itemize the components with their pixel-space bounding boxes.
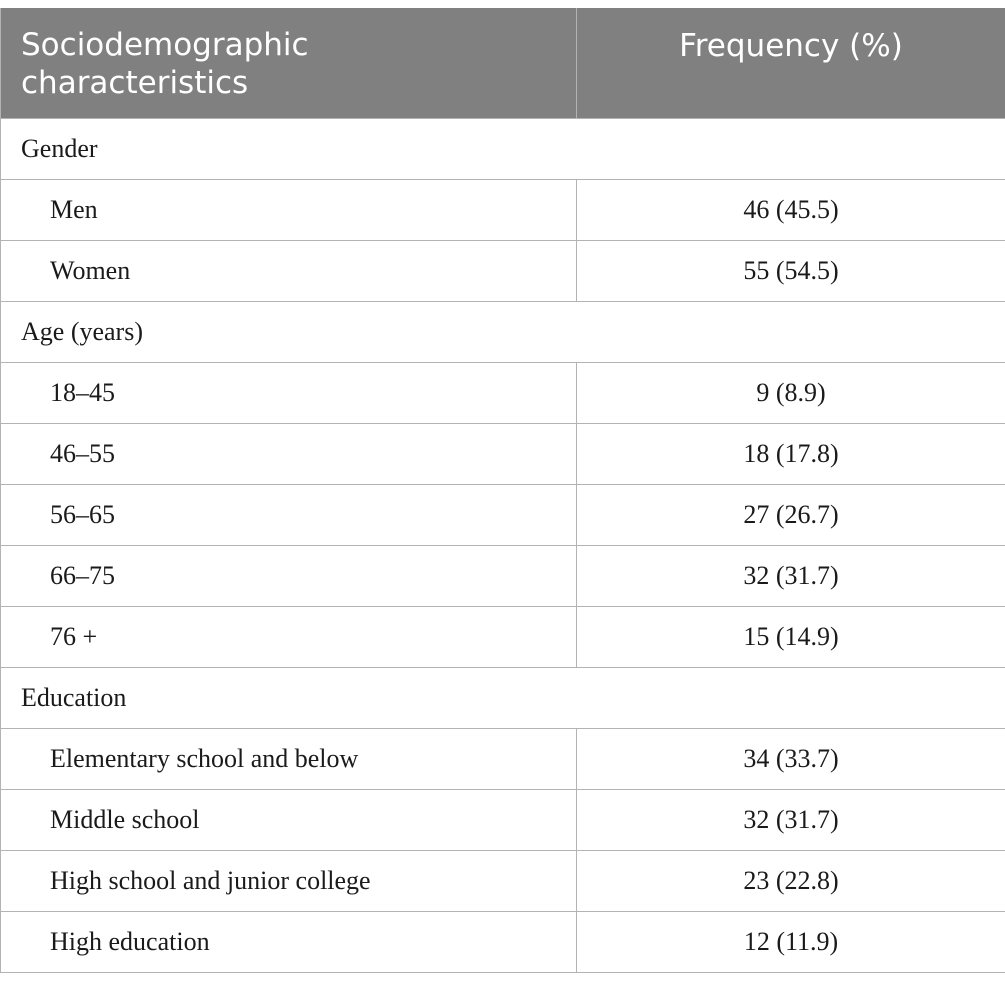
group-label: Gender <box>1 118 1005 179</box>
row-value: 34 (33.7) <box>577 728 1005 789</box>
table-row <box>1 423 1005 484</box>
row-value: 23 (22.8) <box>577 850 1005 911</box>
row-value: 32 (31.7) <box>577 789 1005 850</box>
table-row <box>1 362 1005 423</box>
table-row <box>1 728 1005 789</box>
table-row <box>1 850 1005 911</box>
row-value: 9 (8.9) <box>577 362 1005 423</box>
column-header-characteristics: Sociodemographic characteristics <box>1 8 577 118</box>
sociodemographic-table-container <box>0 8 1005 973</box>
table-row <box>1 789 1005 850</box>
row-label: 66–75 <box>1 545 577 606</box>
group-label: Age (years) <box>1 301 1005 362</box>
table-row <box>1 545 1005 606</box>
row-label: High education <box>1 911 577 972</box>
group-row-gender <box>1 118 1005 179</box>
table-header <box>1 8 1005 118</box>
group-row-age <box>1 301 1005 362</box>
row-label: High school and junior college <box>1 850 577 911</box>
row-value: 12 (11.9) <box>577 911 1005 972</box>
table-row <box>1 911 1005 972</box>
sociodemographic-table <box>0 8 1005 973</box>
row-label: 76 + <box>1 606 577 667</box>
table-row <box>1 484 1005 545</box>
row-value: 32 (31.7) <box>577 545 1005 606</box>
row-label: 18–45 <box>1 362 577 423</box>
row-value: 27 (26.7) <box>577 484 1005 545</box>
row-value: 55 (54.5) <box>577 240 1005 301</box>
header-row <box>1 8 1005 118</box>
row-value: 46 (45.5) <box>577 179 1005 240</box>
table-row <box>1 240 1005 301</box>
row-label: Middle school <box>1 789 577 850</box>
row-label: Elementary school and below <box>1 728 577 789</box>
table-row <box>1 606 1005 667</box>
row-label: 56–65 <box>1 484 577 545</box>
group-label: Education <box>1 667 1005 728</box>
column-header-frequency: Frequency (%) <box>577 8 1005 118</box>
row-value: 15 (14.9) <box>577 606 1005 667</box>
table-body <box>1 118 1005 972</box>
row-label: 46–55 <box>1 423 577 484</box>
group-row-education <box>1 667 1005 728</box>
row-label: Men <box>1 179 577 240</box>
table-row <box>1 179 1005 240</box>
row-value: 18 (17.8) <box>577 423 1005 484</box>
row-label: Women <box>1 240 577 301</box>
